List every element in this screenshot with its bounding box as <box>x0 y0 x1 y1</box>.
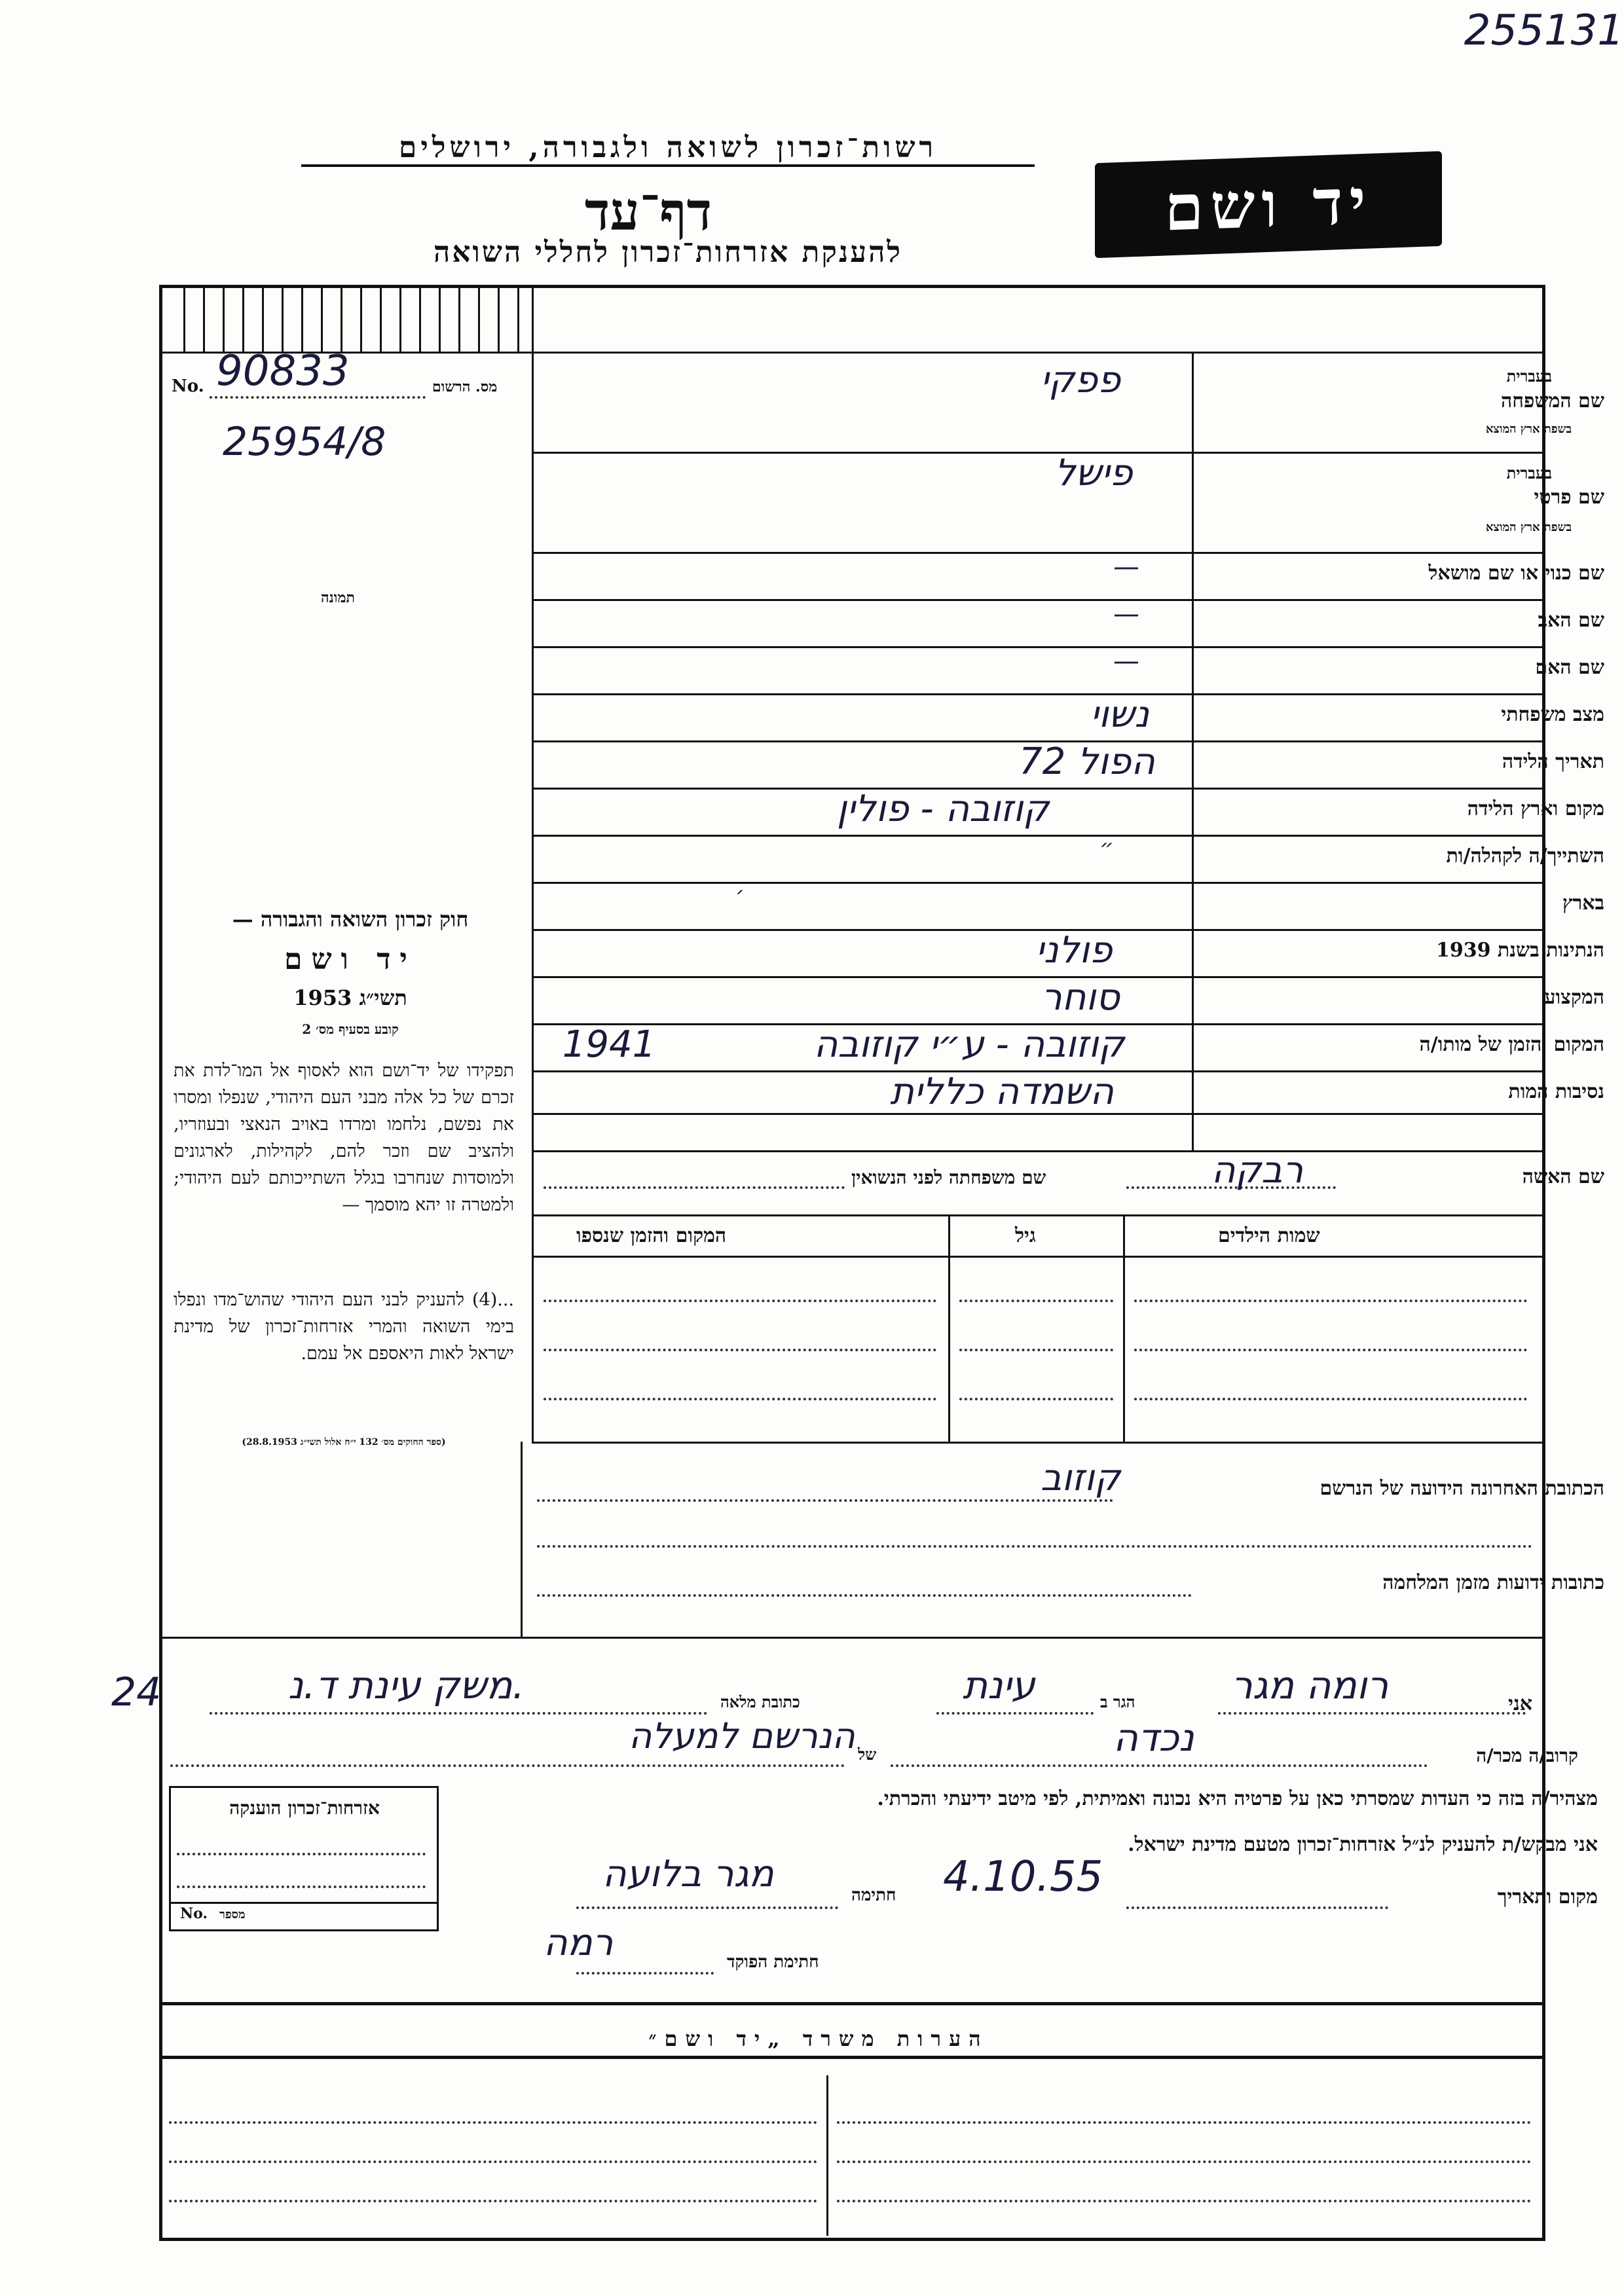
law-name: יד ושם <box>284 943 416 976</box>
family-name-origin-label: בשפת ארץ המוצא <box>1485 422 1572 436</box>
death-place-label: המקום והזמן של מותו/ה <box>1419 1033 1604 1056</box>
nationality-value: פולני <box>1035 929 1113 972</box>
logo-text: יד ושם <box>1164 164 1373 246</box>
declarant-resides-label: הגר ב <box>1100 1692 1135 1711</box>
birth-date-label: תאריך הלידה <box>1502 750 1604 773</box>
children-names-header: שמות הילדים <box>1218 1224 1320 1247</box>
declarant-name: רומה מגר <box>1231 1663 1389 1707</box>
officer-signature: רמה <box>544 1922 614 1964</box>
yad-vashem-logo <box>1095 151 1442 259</box>
of-value: הנרשם למעלה <box>629 1715 855 1757</box>
law-year: תשי״ג 1953 <box>293 985 407 1010</box>
relation-label: קרוב/ה מכר/ה <box>1476 1745 1578 1766</box>
form-title: דף־עד <box>584 181 712 242</box>
birth-place-label: מקום וארץ הלידה <box>1467 797 1604 820</box>
declarant-i-label: אני <box>1508 1692 1532 1715</box>
declarant-address: משק עינת ד.נ. <box>288 1663 525 1707</box>
country-value: ׳ <box>735 882 745 908</box>
registry-no-prefix: No. <box>172 376 204 396</box>
first-name-label: שם פרטי <box>1534 486 1604 509</box>
request-text: אני מבקש/ת להעניק לנ״ל אזרחות־זכרון מטעם מדינת ישראל. <box>1128 1833 1598 1856</box>
birth-place-value: קוזובה - פולין <box>836 788 1050 830</box>
law-gazette: (ספר החוקים מס׳ 132 י״ח אלול תשי״ג 28.8.1953) <box>242 1437 446 1448</box>
death-cause-value: השמדה כללית <box>890 1070 1114 1113</box>
family-name-hebrew-label: בעברית <box>1506 367 1552 386</box>
nationality-label: הנתינות בשנת 1939 <box>1435 939 1604 962</box>
declarant-address-label: כתובת מלאה <box>720 1692 800 1711</box>
last-address-value: קוזוב <box>1040 1457 1120 1499</box>
father-value: — <box>1113 599 1139 629</box>
law-title: חוק זכרון השואה והגבורה — <box>232 907 469 932</box>
officer-signature-label: חתימת הפוקד <box>727 1952 819 1972</box>
spouse-value: רבקה <box>1211 1149 1304 1192</box>
profession-label: המקצוע <box>1544 986 1604 1009</box>
mother-value: — <box>1113 646 1139 676</box>
father-label: שם האב <box>1538 609 1604 632</box>
community-label: השתייך/ה לקהלה/ות <box>1446 845 1604 867</box>
statement-text: מצהיר/ה בזה כי העדות שמסרתי כאן על פרטיה היא נכונה ואמיתית, לפי מיטב ידיעתי והכרתי. <box>877 1787 1598 1810</box>
nickname-label: שם כנוי או שם מושאל <box>1428 562 1604 585</box>
form-subtitle: להענקת אזרחות־זכרון לחללי השואה <box>433 236 902 269</box>
death-cause-label: נסיבות המות <box>1508 1080 1604 1103</box>
country-label: בארץ <box>1562 892 1604 915</box>
office-notes-title: הערות משרד „יד ושם״ <box>648 2026 989 2051</box>
spouse-label: שם האשה <box>1522 1165 1604 1188</box>
profession-value: סוחר <box>1041 976 1120 1019</box>
death-place-value: קוזובה - ע״י קוזובה <box>813 1023 1125 1066</box>
citizenship-number-label: מספר <box>219 1908 246 1922</box>
first-name-value: פישל <box>1054 452 1133 494</box>
family-name-value: פפקי <box>1040 359 1121 401</box>
children-age-header: גיל <box>1015 1224 1036 1247</box>
citizenship-no-label: No. <box>180 1905 208 1922</box>
registry-label: מס. הרשום <box>432 378 498 395</box>
registry-number: 90833 <box>216 347 350 395</box>
death-year-value: 1941 <box>562 1023 656 1066</box>
handwritten-code: 25954/8 <box>223 419 386 465</box>
photo-label: תמונה <box>321 589 355 606</box>
law-section: קובע בסעיף מס׳ 2 <box>302 1021 399 1037</box>
archive-number: 255131 <box>1464 7 1624 55</box>
mother-label: שם האם <box>1535 656 1604 679</box>
notes-frame <box>159 2002 1545 2241</box>
margin-mark: 24 <box>111 1669 162 1715</box>
spouse-maiden-label: שם משפחתה לפני הנשואין <box>851 1167 1046 1188</box>
place-date-label: מקום ותאריך <box>1497 1886 1598 1908</box>
citizenship-title: אזרחות־זכרון הוענקה <box>229 1797 380 1819</box>
of-label: של <box>858 1745 877 1764</box>
first-name-hebrew-label: בעברית <box>1506 464 1552 483</box>
marital-label: מצב משפחתי <box>1501 703 1604 726</box>
law-body: תפקידו של יד־ושם הוא לאסוף אל המו־לדת את זכרם של כל אלה מבני העם היהודי, שנפלו ומסרו את נפשם, נלחמו ומרדו באויב הנאצי ובעוזריו, ולהציב שם וזכר להם, לקהילות, לארגונים ולמוסדות שנחרבו בגלל השתייכותם לעם היהודי; ולמטרה זו יהא מוסמך — <box>174 1061 514 1215</box>
family-name-label: שם המשפחה <box>1500 390 1604 412</box>
declarant-city: עינת <box>963 1663 1035 1707</box>
declarant-signature: מגר בלועה <box>602 1853 774 1895</box>
authority-header: רשות־זכרון לשואה ולגבורה, ירושלים <box>301 131 1035 167</box>
community-value: ״ <box>1099 835 1114 861</box>
birth-date-value: הפול 72 <box>1019 740 1155 783</box>
law-clause: ...(4) להעניק לבני העם היהודי שהוש־מדו ונפלו בימי השואה והמרי אזרחות־זכרון של מדינת ישראל לאות היאספם אל עמם. <box>174 1290 514 1364</box>
relation-value: נכדה <box>1113 1715 1194 1760</box>
first-name-origin-label: בשפת ארץ המוצא <box>1485 520 1572 534</box>
children-place-header: המקום והזמן שנספו <box>576 1224 727 1247</box>
marital-value: נשוי <box>1090 693 1149 736</box>
place-date-value: 4.10.55 <box>943 1853 1103 1901</box>
last-address-label: הכתובת האחרונה הידועה של הנרשם <box>1320 1477 1604 1500</box>
war-addresses-label: כתובות ידועות מזמן המלחמה <box>1382 1571 1604 1594</box>
signature-label: חתימה <box>851 1886 896 1905</box>
nickname-value: — <box>1113 552 1139 582</box>
